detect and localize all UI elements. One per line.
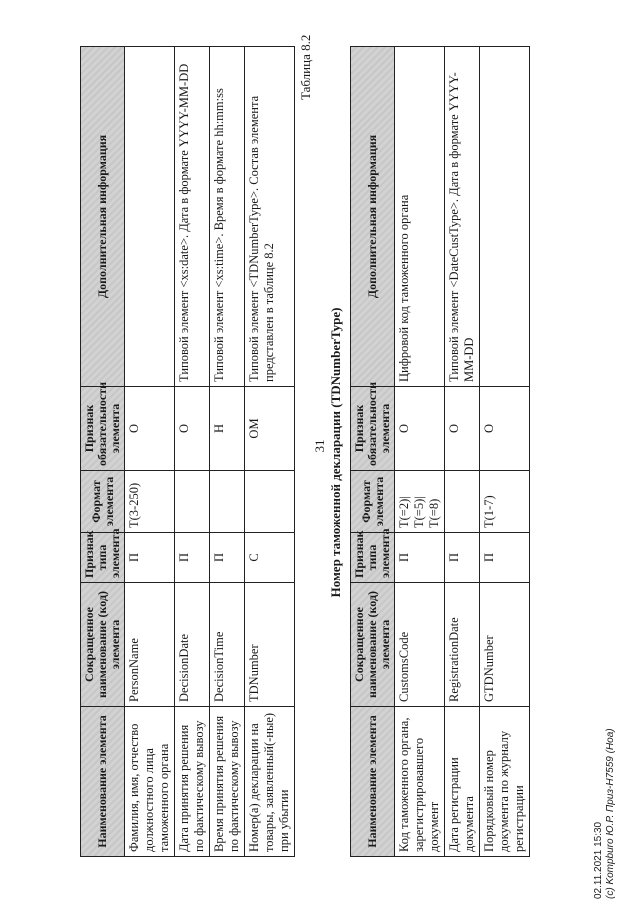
cell-info — [480, 47, 530, 387]
cell-code: PersonName — [125, 583, 175, 707]
cell-format: Т(1-7) — [480, 471, 530, 533]
footer-timestamp: 02.11.2021 15:30 — [593, 821, 604, 899]
table-caption: Таблица 8.2 — [298, 34, 313, 100]
table-title: Номер таможенной декларации (TDNumberType) — [328, 307, 343, 598]
cell-format: Т(=2)|Т(=5)|Т(=8) — [395, 471, 445, 533]
cell-info: Типовой элемент <DateCustType>. Дата в формате YYYY-MM-DD — [445, 47, 480, 387]
cell-code: RegistrationDate — [445, 583, 480, 707]
table-row — [210, 47, 245, 857]
cell-info: Типовой элемент <xs:date>. Дата в формате YYYY-MM-DD — [175, 47, 210, 387]
header-cell: Сокращенное наименование (код) элемента — [81, 583, 125, 707]
cell-name: Дата принятия решения по фактическому вывозу — [175, 707, 210, 857]
table-element-list — [80, 46, 295, 857]
cell-format — [210, 471, 245, 533]
cell-type: П — [210, 533, 245, 583]
table-row — [125, 47, 175, 857]
cell-info: Цифровой код таможенного органа — [395, 47, 445, 387]
header-cell: Дополнительная информация — [351, 47, 395, 387]
header-cell: Признак обязательности элемента — [351, 387, 395, 471]
cell-code: DecisionDate — [175, 583, 210, 707]
cell-code: GTDNumber — [480, 583, 530, 707]
page-number: 31 — [312, 439, 327, 453]
cell-info: Типовой элемент <xs:time>. Время в формате hh:mm:ss — [210, 47, 245, 387]
cell-name: Фамилия, имя, отчество должностного лица таможенного органа — [125, 707, 175, 857]
cell-type: П — [480, 533, 530, 583]
table-header-row — [351, 47, 395, 857]
cell-code: TDNumber — [245, 583, 295, 707]
table-td-number — [350, 46, 530, 857]
cell-required: О — [175, 387, 210, 471]
cell-code: CustomsCode — [395, 583, 445, 707]
header-cell: Дополнительная информация — [81, 47, 125, 387]
cell-required: О — [480, 387, 530, 471]
cell-type: П — [395, 533, 445, 583]
table-row — [480, 47, 530, 857]
cell-type: П — [445, 533, 480, 583]
cell-required: О — [445, 387, 480, 471]
header-cell: Формат элемента — [81, 471, 125, 533]
cell-format — [175, 471, 210, 533]
cell-type: С — [245, 533, 295, 583]
cell-info — [125, 47, 175, 387]
header-cell: Наименование элемента — [351, 707, 395, 857]
cell-name: Номер(а) декларации на товары, заявленный(-ные) при убытии — [245, 707, 295, 857]
cell-name: Код таможенного органа, зарегистрировавшего документ — [395, 707, 445, 857]
table-row — [245, 47, 295, 857]
cell-required: О — [125, 387, 175, 471]
cell-type: П — [175, 533, 210, 583]
table-row — [175, 47, 210, 857]
cell-format: Т(3-250) — [125, 471, 175, 533]
cell-name: Порядковый номер документа по журналу регистрации — [480, 707, 530, 857]
cell-required: Н — [210, 387, 245, 471]
cell-required: ОМ — [245, 387, 295, 471]
table-row — [445, 47, 480, 857]
header-cell: Сокращенное наименование (код) элемента — [351, 583, 395, 707]
cell-name: Время принятия решения по фактическому вывозу — [210, 707, 245, 857]
cell-format — [245, 471, 295, 533]
header-cell: Формат элемента — [351, 471, 395, 533]
cell-info: Типовой элемент <TDNumberType>. Состав элемента представлен в таблице 8.2 — [245, 47, 295, 387]
header-cell: Наименование элемента — [81, 707, 125, 857]
cell-type: П — [125, 533, 175, 583]
header-cell: Признак обязательности элемента — [81, 387, 125, 471]
footer-copyright: (c) Kompburo Ю.Р. Приз-Н7559 (Hoa) — [605, 728, 616, 899]
table-row — [395, 47, 445, 857]
table-header-row — [81, 47, 125, 857]
cell-required: О — [395, 387, 445, 471]
cell-name: Дата регистрации документа — [445, 707, 480, 857]
cell-code: DecisionTime — [210, 583, 245, 707]
header-cell: Признак типа элемента — [81, 533, 125, 583]
header-cell: Признак типа элемента — [351, 533, 395, 583]
cell-format — [445, 471, 480, 533]
